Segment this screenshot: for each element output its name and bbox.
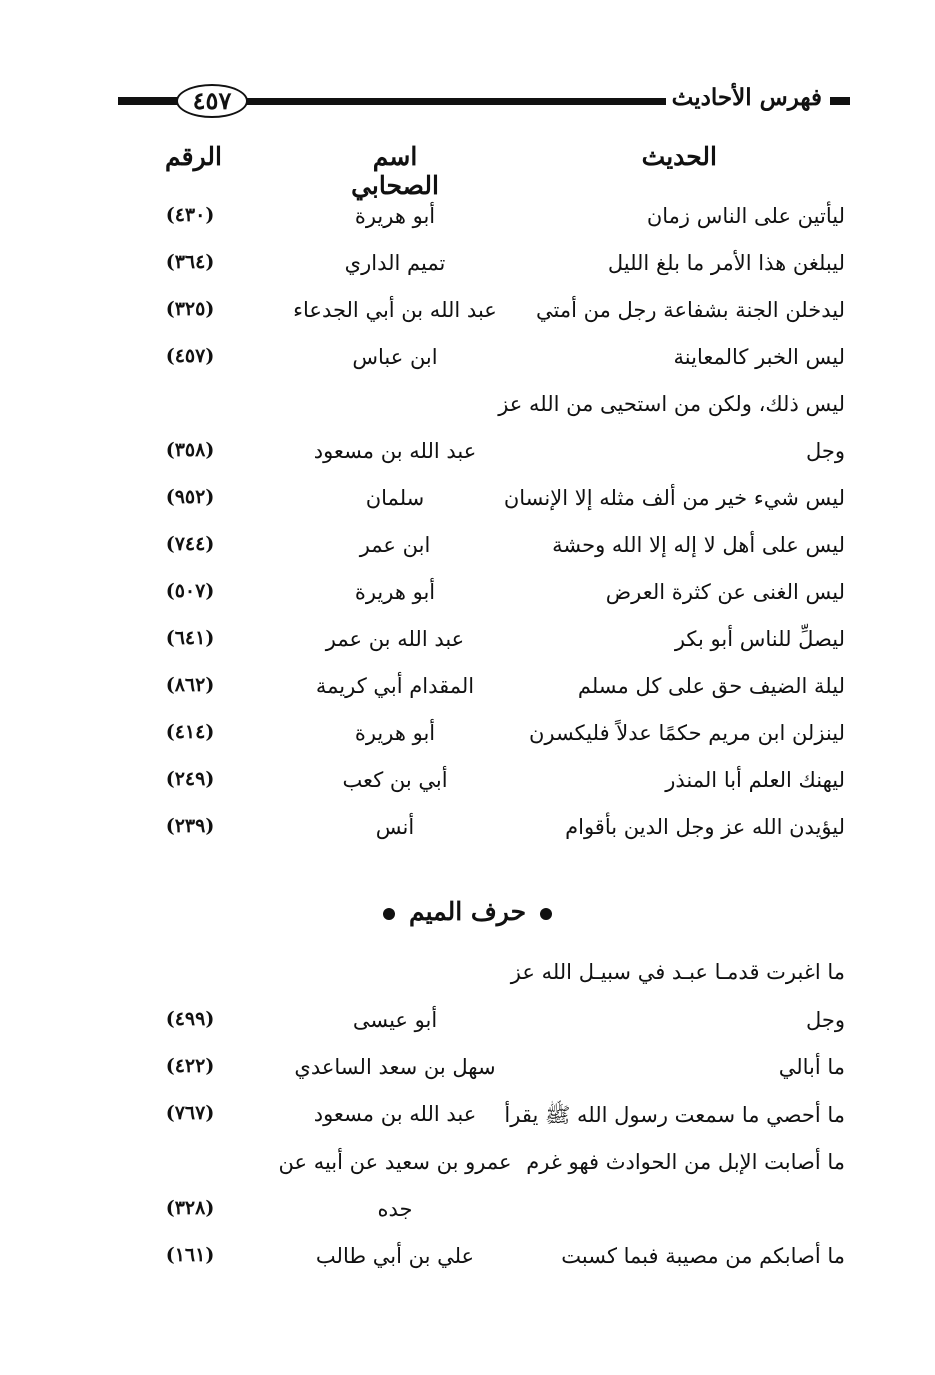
hadith-text: ليلة الضيف حق على كل مسلم [577, 674, 845, 698]
sahabi-name: أبو هريرة [354, 580, 436, 604]
hadith-text: ما أصابت الإبل من الحوادث فهو غرم [526, 1150, 845, 1174]
hadith-text: ليس على أهل لا إله إلا الله وحشة [552, 533, 845, 557]
hadith-number: (٧٦٧) [165, 1102, 215, 1124]
hadith-number: (٦٤١) [165, 627, 215, 649]
header-rule-right [830, 97, 850, 105]
sahabi-name: ابن عمر [359, 533, 431, 557]
table-row [0, 1102, 935, 1142]
page-title: فهرس الأحاديث [666, 83, 828, 113]
hadith-number: (٣٥٨) [165, 439, 215, 461]
hadith-text: لينزلن ابن مريم حكمًا عدلاً فليكسرن [528, 721, 845, 745]
hadith-text: ما أحصي ما سمعت رسول الله ﷺ يقرأ [504, 1103, 845, 1127]
hadith-text: ليؤيدن الله عز وجل الدين بأقوام [565, 815, 845, 839]
table-row [0, 721, 935, 761]
table-row [0, 204, 935, 244]
hadith-number: (٤٩٩) [165, 1008, 215, 1030]
table-row [0, 298, 935, 338]
hadith-text: ليبلغن هذا الأمر ما بلغ الليل [607, 251, 845, 275]
sahabi-name: عبد الله بن مسعود [313, 439, 477, 463]
hadith-text: وجل [805, 439, 845, 463]
hadith-text: وجل [805, 1008, 845, 1032]
table-row [0, 1197, 935, 1237]
hadith-text: ليس الغنى عن كثرة العرض [605, 580, 845, 604]
hadith-number: (٥٠٧) [165, 580, 215, 602]
hadith-number: (٩٥٢) [165, 486, 215, 508]
sahabi-name: أبو عيسى [352, 1008, 438, 1032]
table-row [0, 1008, 935, 1048]
hadith-text: ليصلِّ للناس أبو بكر [674, 627, 845, 651]
hadith-text: ليس ذلك، ولكن من استحيى من الله عز [498, 392, 845, 416]
hadith-text: ليس شيء خير من ألف مثله إلا الإنسان [503, 486, 845, 510]
table-row [0, 251, 935, 291]
table-row [0, 439, 935, 479]
sahabi-name: عبد الله بن أبي الجدعاء [293, 298, 497, 322]
table-row [0, 960, 935, 1000]
hadith-number: (٤١٤) [165, 721, 215, 743]
hadith-number: (٨٦٢) [165, 674, 215, 696]
section-title: حرف الميم [408, 897, 527, 926]
sahabi-name: أبي بن كعب [342, 768, 448, 792]
table-row [0, 627, 935, 667]
table-row [0, 1150, 935, 1190]
sahabi-name: أبو هريرة [354, 721, 436, 745]
sahabi-name: تميم الداري [344, 251, 446, 275]
sahabi-name: أنس [375, 815, 415, 839]
hadith-text: ما اغبرت قدمـا عبـد في سبيـل الله عز [510, 960, 845, 984]
sahabi-name: سهل بن سعد الساعدي [294, 1055, 496, 1079]
page-number: ٤٥٧ [176, 84, 248, 118]
hadith-number: (١٦١) [165, 1244, 215, 1266]
table-row [0, 486, 935, 526]
hadith-number: (٤٢٢) [165, 1055, 215, 1077]
section-heading [0, 897, 935, 926]
bullet-icon [540, 908, 552, 920]
page-header [118, 80, 850, 124]
table-row [0, 533, 935, 573]
hadith-text: ليدخلن الجنة بشفاعة رجل من أمتي [535, 298, 845, 322]
sahabi-name: سلمان [365, 486, 425, 510]
table-row [0, 580, 935, 620]
table-row [0, 392, 935, 432]
sahabi-name: ابن عباس [352, 345, 438, 369]
hadith-text: ليأتين على الناس زمان [646, 204, 845, 228]
hadith-number: (٤٣٠) [165, 204, 215, 226]
column-header-number: الرقم [165, 142, 222, 171]
sahabi-name: أبو هريرة [354, 204, 436, 228]
sahabi-name: عبد الله بن عمر [325, 627, 465, 651]
hadith-number: (٣٢٥) [165, 298, 215, 320]
header-rule-left [118, 97, 178, 105]
hadith-number: (٢٣٩) [165, 815, 215, 837]
hadith-number: (٣٢٨) [165, 1197, 215, 1219]
table-row [0, 768, 935, 808]
hadith-number: (٣٦٤) [165, 251, 215, 273]
column-header-hadith: الحديث [641, 142, 717, 171]
hadith-number: (٤٥٧) [165, 345, 215, 367]
table-row [0, 815, 935, 855]
sahabi-name: عبد الله بن مسعود [313, 1102, 477, 1126]
sahabi-name: المقدام أبي كريمة [315, 674, 475, 698]
table-row [0, 1055, 935, 1095]
hadith-number: (٧٤٤) [165, 533, 215, 555]
hadith-text: ما أصابكم من مصيبة فبما كسبت [561, 1244, 845, 1268]
table-row [0, 1244, 935, 1284]
hadith-text: ليهنك العلم أبا المنذر [665, 768, 845, 792]
hadith-text: ليس الخبر كالمعاينة [673, 345, 845, 369]
hadith-number: (٢٤٩) [165, 768, 215, 790]
table-row [0, 345, 935, 385]
column-header-sahabi: اسم الصحابي [351, 142, 439, 200]
bullet-icon [383, 908, 395, 920]
table-row [0, 674, 935, 714]
sahabi-name: علي بن أبي طالب [315, 1244, 475, 1268]
sahabi-name: عمرو بن سعيد عن أبيه عن [278, 1150, 512, 1174]
hadith-text: ما أبالي [778, 1055, 845, 1079]
sahabi-name: جده [377, 1197, 413, 1221]
